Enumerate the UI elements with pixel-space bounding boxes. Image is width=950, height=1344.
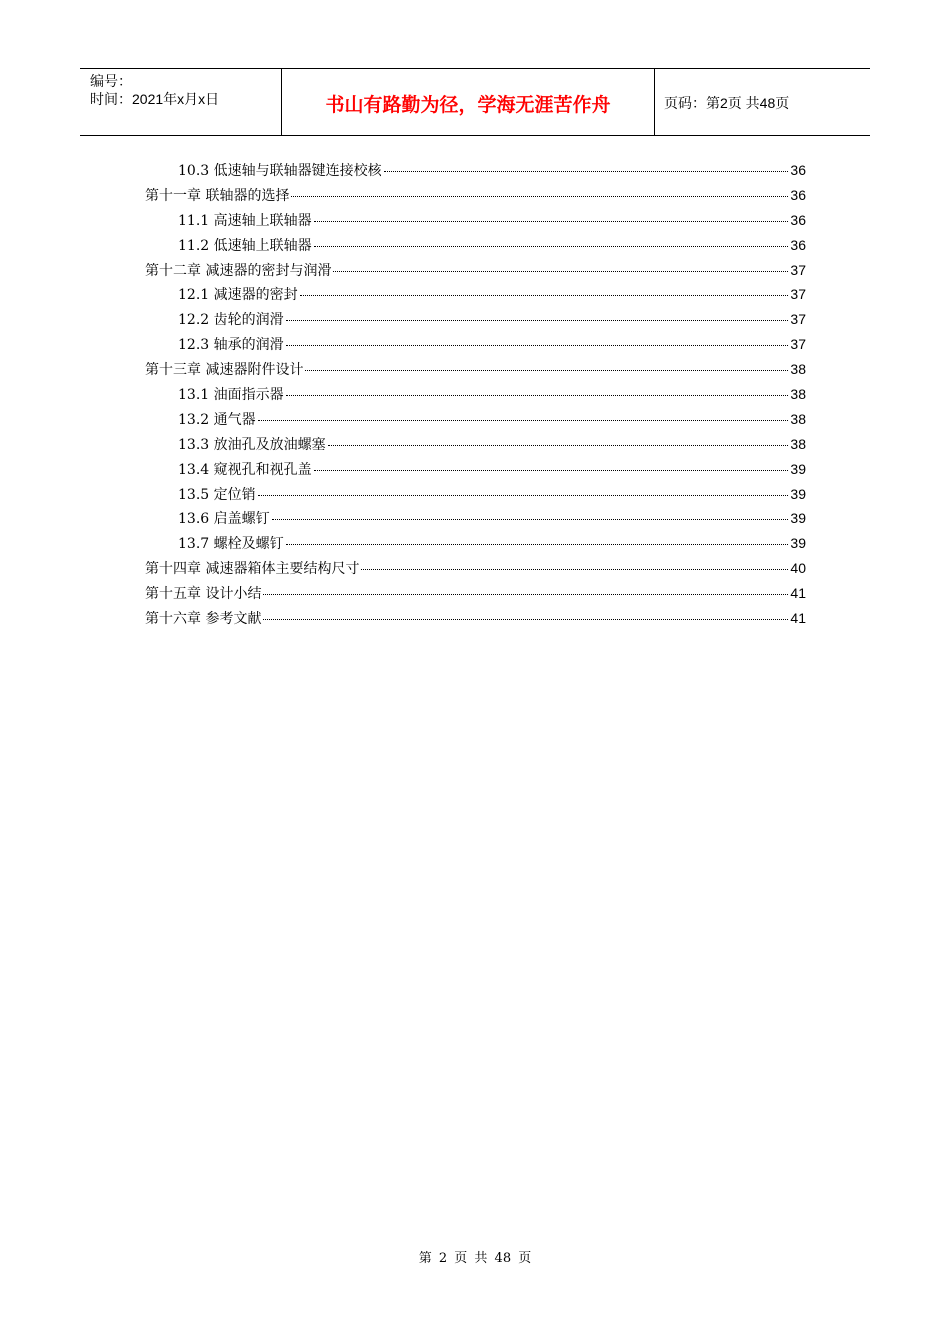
toc-dot-leader bbox=[361, 569, 788, 570]
toc-entry[interactable] bbox=[145, 384, 806, 409]
toc-dot-leader bbox=[263, 619, 788, 620]
toc-entry-page: 37 bbox=[790, 261, 806, 278]
toc-entry-label: 13.4 窥视孔和视孔盖 bbox=[178, 461, 312, 478]
toc-entry-label: 13.1 油面指示器 bbox=[178, 387, 284, 404]
toc-entry-label: 13.6 启盖螺钉 bbox=[178, 511, 270, 528]
toc-entry-label: 第十二章 减速器的密封与润滑 bbox=[145, 262, 332, 279]
toc-entry-page: 36 bbox=[790, 236, 806, 253]
header-page-cell bbox=[655, 69, 870, 135]
page-footer: 第 2 页 共 48 页 bbox=[418, 1251, 532, 1266]
header-info-cell bbox=[80, 69, 282, 135]
toc-entry-page: 38 bbox=[790, 361, 806, 378]
toc-entry-page: 39 bbox=[790, 510, 806, 527]
toc-entry-label: 第十五章 设计小结 bbox=[145, 586, 262, 603]
toc-entry[interactable] bbox=[145, 284, 806, 309]
toc-entry[interactable] bbox=[145, 210, 806, 235]
toc-dot-leader bbox=[333, 271, 788, 272]
toc-dot-leader bbox=[263, 594, 788, 595]
toc-entry-label: 13.2 通气器 bbox=[178, 411, 256, 428]
toc-entry-label: 12.2 齿轮的润滑 bbox=[178, 312, 284, 329]
toc-entry[interactable] bbox=[145, 359, 806, 384]
toc-entry-page: 37 bbox=[790, 286, 806, 303]
toc-entry-label: 12.3 轴承的润滑 bbox=[178, 337, 284, 354]
toc-entry-page: 40 bbox=[790, 560, 806, 577]
toc-entry-page: 39 bbox=[790, 535, 806, 552]
page-header bbox=[80, 68, 870, 136]
toc-entry-page: 39 bbox=[790, 485, 806, 502]
toc-entry[interactable] bbox=[145, 533, 806, 558]
toc-dot-leader bbox=[258, 420, 789, 421]
toc-dot-leader bbox=[286, 345, 789, 346]
toc-entry-label: 11.2 低速轴上联轴器 bbox=[178, 237, 312, 254]
toc-entry-page: 38 bbox=[790, 435, 806, 452]
toc-dot-leader bbox=[258, 495, 789, 496]
toc-dot-leader bbox=[300, 295, 789, 296]
toc-entry-page: 36 bbox=[790, 186, 806, 203]
toc-entry[interactable] bbox=[145, 459, 806, 484]
toc-entry[interactable] bbox=[145, 260, 806, 285]
toc-entry[interactable] bbox=[145, 484, 806, 509]
toc-entry-label: 10.3 低速轴与联轴器键连接校核 bbox=[178, 163, 382, 179]
toc-entry[interactable] bbox=[145, 185, 806, 210]
header-motto-cell bbox=[282, 69, 655, 135]
toc-dot-leader bbox=[272, 519, 789, 520]
toc-entry-label: 第十三章 减速器附件设计 bbox=[145, 362, 304, 379]
toc-entry[interactable] bbox=[145, 309, 806, 334]
toc-entry-page: 38 bbox=[790, 410, 806, 427]
toc-entry-page: 36 bbox=[790, 162, 806, 178]
toc-entry[interactable] bbox=[145, 160, 806, 185]
toc-entry-label: 第十六章 参考文献 bbox=[145, 611, 262, 628]
toc-dot-leader bbox=[314, 246, 789, 247]
toc-dot-leader bbox=[384, 171, 789, 172]
toc-entry[interactable] bbox=[145, 235, 806, 260]
toc-entry-label: 12.1 减速器的密封 bbox=[178, 287, 298, 304]
toc-dot-leader bbox=[328, 445, 789, 446]
toc-entry[interactable] bbox=[145, 608, 806, 633]
toc-entry[interactable] bbox=[145, 409, 806, 434]
toc-entry-label: 13.3 放油孔及放油螺塞 bbox=[178, 436, 326, 453]
toc-dot-leader bbox=[286, 544, 789, 545]
toc-entry-page: 41 bbox=[790, 610, 806, 627]
toc-dot-leader bbox=[314, 221, 789, 222]
table-of-contents bbox=[145, 160, 806, 633]
toc-entry-page: 39 bbox=[790, 460, 806, 477]
toc-entry-label: 第十四章 减速器箱体主要结构尺寸 bbox=[145, 561, 360, 578]
toc-entry-label: 第十一章 联轴器的选择 bbox=[145, 187, 290, 204]
toc-entry[interactable] bbox=[145, 434, 806, 459]
toc-entry[interactable] bbox=[145, 508, 806, 533]
toc-entry-page: 38 bbox=[790, 386, 806, 403]
toc-entry-label: 13.5 定位销 bbox=[178, 486, 256, 503]
toc-dot-leader bbox=[286, 395, 789, 396]
document-number-label: 编号： bbox=[90, 73, 132, 89]
document-date: 时间：2021年x月x日 bbox=[90, 91, 220, 107]
toc-entry[interactable] bbox=[145, 558, 806, 583]
toc-entry[interactable] bbox=[145, 583, 806, 608]
toc-entry-label: 11.1 高速轴上联轴器 bbox=[178, 212, 312, 229]
toc-entry-page: 37 bbox=[790, 336, 806, 353]
toc-entry-page: 41 bbox=[790, 585, 806, 602]
toc-entry[interactable] bbox=[145, 334, 806, 359]
toc-entry-page: 37 bbox=[790, 311, 806, 328]
toc-entry-label: 13.7 螺栓及螺钉 bbox=[178, 536, 284, 553]
toc-dot-leader bbox=[291, 196, 788, 197]
toc-dot-leader bbox=[286, 320, 789, 321]
toc-dot-leader bbox=[314, 470, 789, 471]
header-motto: 书山有路勤为径，学海无涯苦作舟 bbox=[325, 93, 611, 116]
header-page-info: 页码：第2页 共48页 bbox=[664, 95, 790, 111]
toc-entry-page: 36 bbox=[790, 211, 806, 228]
toc-dot-leader bbox=[305, 370, 788, 371]
